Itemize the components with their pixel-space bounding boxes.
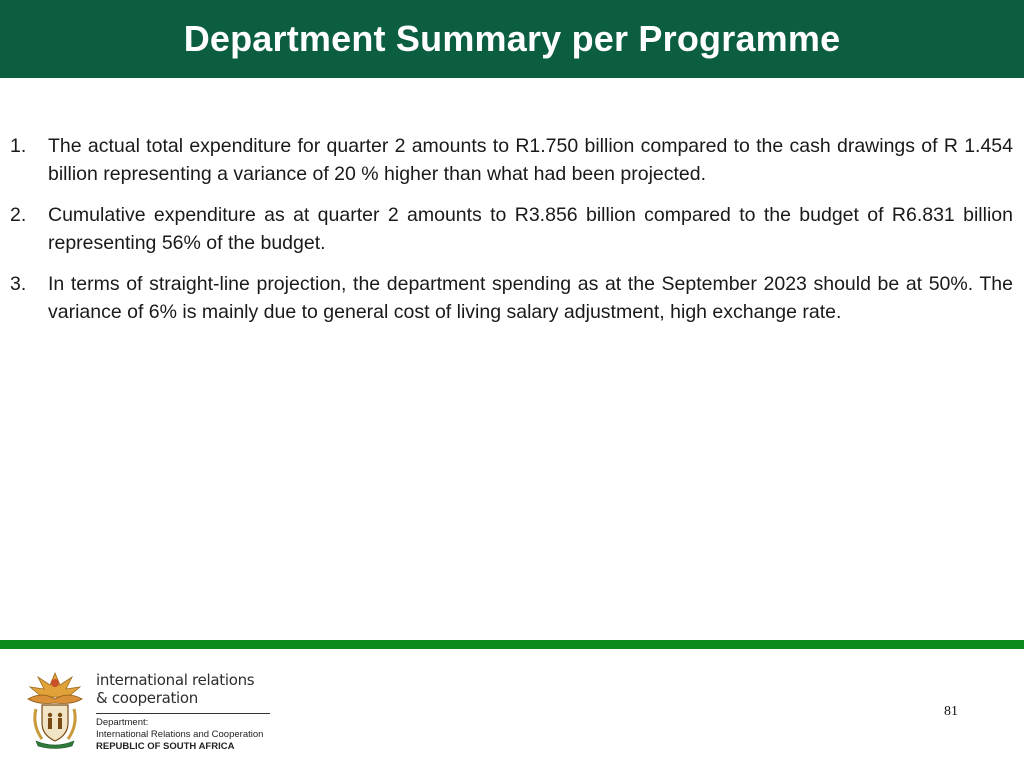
coat-of-arms-icon bbox=[22, 669, 88, 749]
list-item-text: In terms of straight-line projection, the department spending as at the September 2023 should be at 50%. The variance of 6% is mainly due to general cost of living salary adjustment, high exchange rate. bbox=[48, 273, 1013, 323]
list-item bbox=[10, 201, 1013, 257]
country-name: REPUBLIC OF SOUTH AFRICA bbox=[96, 741, 235, 752]
brand-line-2: & cooperation bbox=[96, 689, 199, 707]
footer-divider-bar bbox=[0, 640, 1024, 649]
list-item bbox=[10, 270, 1013, 326]
list-item-text: The actual total expenditure for quarter 2 amounts to R1.750 billion compared to the cash drawings of R 1.454 billion representing a variance of 20 % higher than what had been projected. bbox=[48, 135, 1013, 185]
slide-title: Department Summary per Programme bbox=[183, 18, 841, 59]
page-number: 81 bbox=[944, 704, 958, 719]
list-item-text: Cumulative expenditure as at quarter 2 amounts to R3.856 billion compared to the budget of R6.831 billion representing 56% of the budget. bbox=[48, 204, 1013, 254]
list-item-number: 2. bbox=[10, 204, 27, 226]
list-item-number: 1. bbox=[10, 135, 27, 157]
department-name: International Relations and Cooperation bbox=[96, 729, 264, 740]
list-item bbox=[10, 132, 1013, 188]
department-brand bbox=[96, 671, 276, 753]
summary-list bbox=[10, 132, 1013, 339]
brand-divider bbox=[96, 713, 270, 714]
department-label: Department: bbox=[96, 717, 149, 728]
title-bar bbox=[0, 0, 1024, 78]
brand-line-1: international relations bbox=[96, 671, 255, 689]
list-item-number: 3. bbox=[10, 273, 27, 295]
footer bbox=[0, 649, 1024, 768]
